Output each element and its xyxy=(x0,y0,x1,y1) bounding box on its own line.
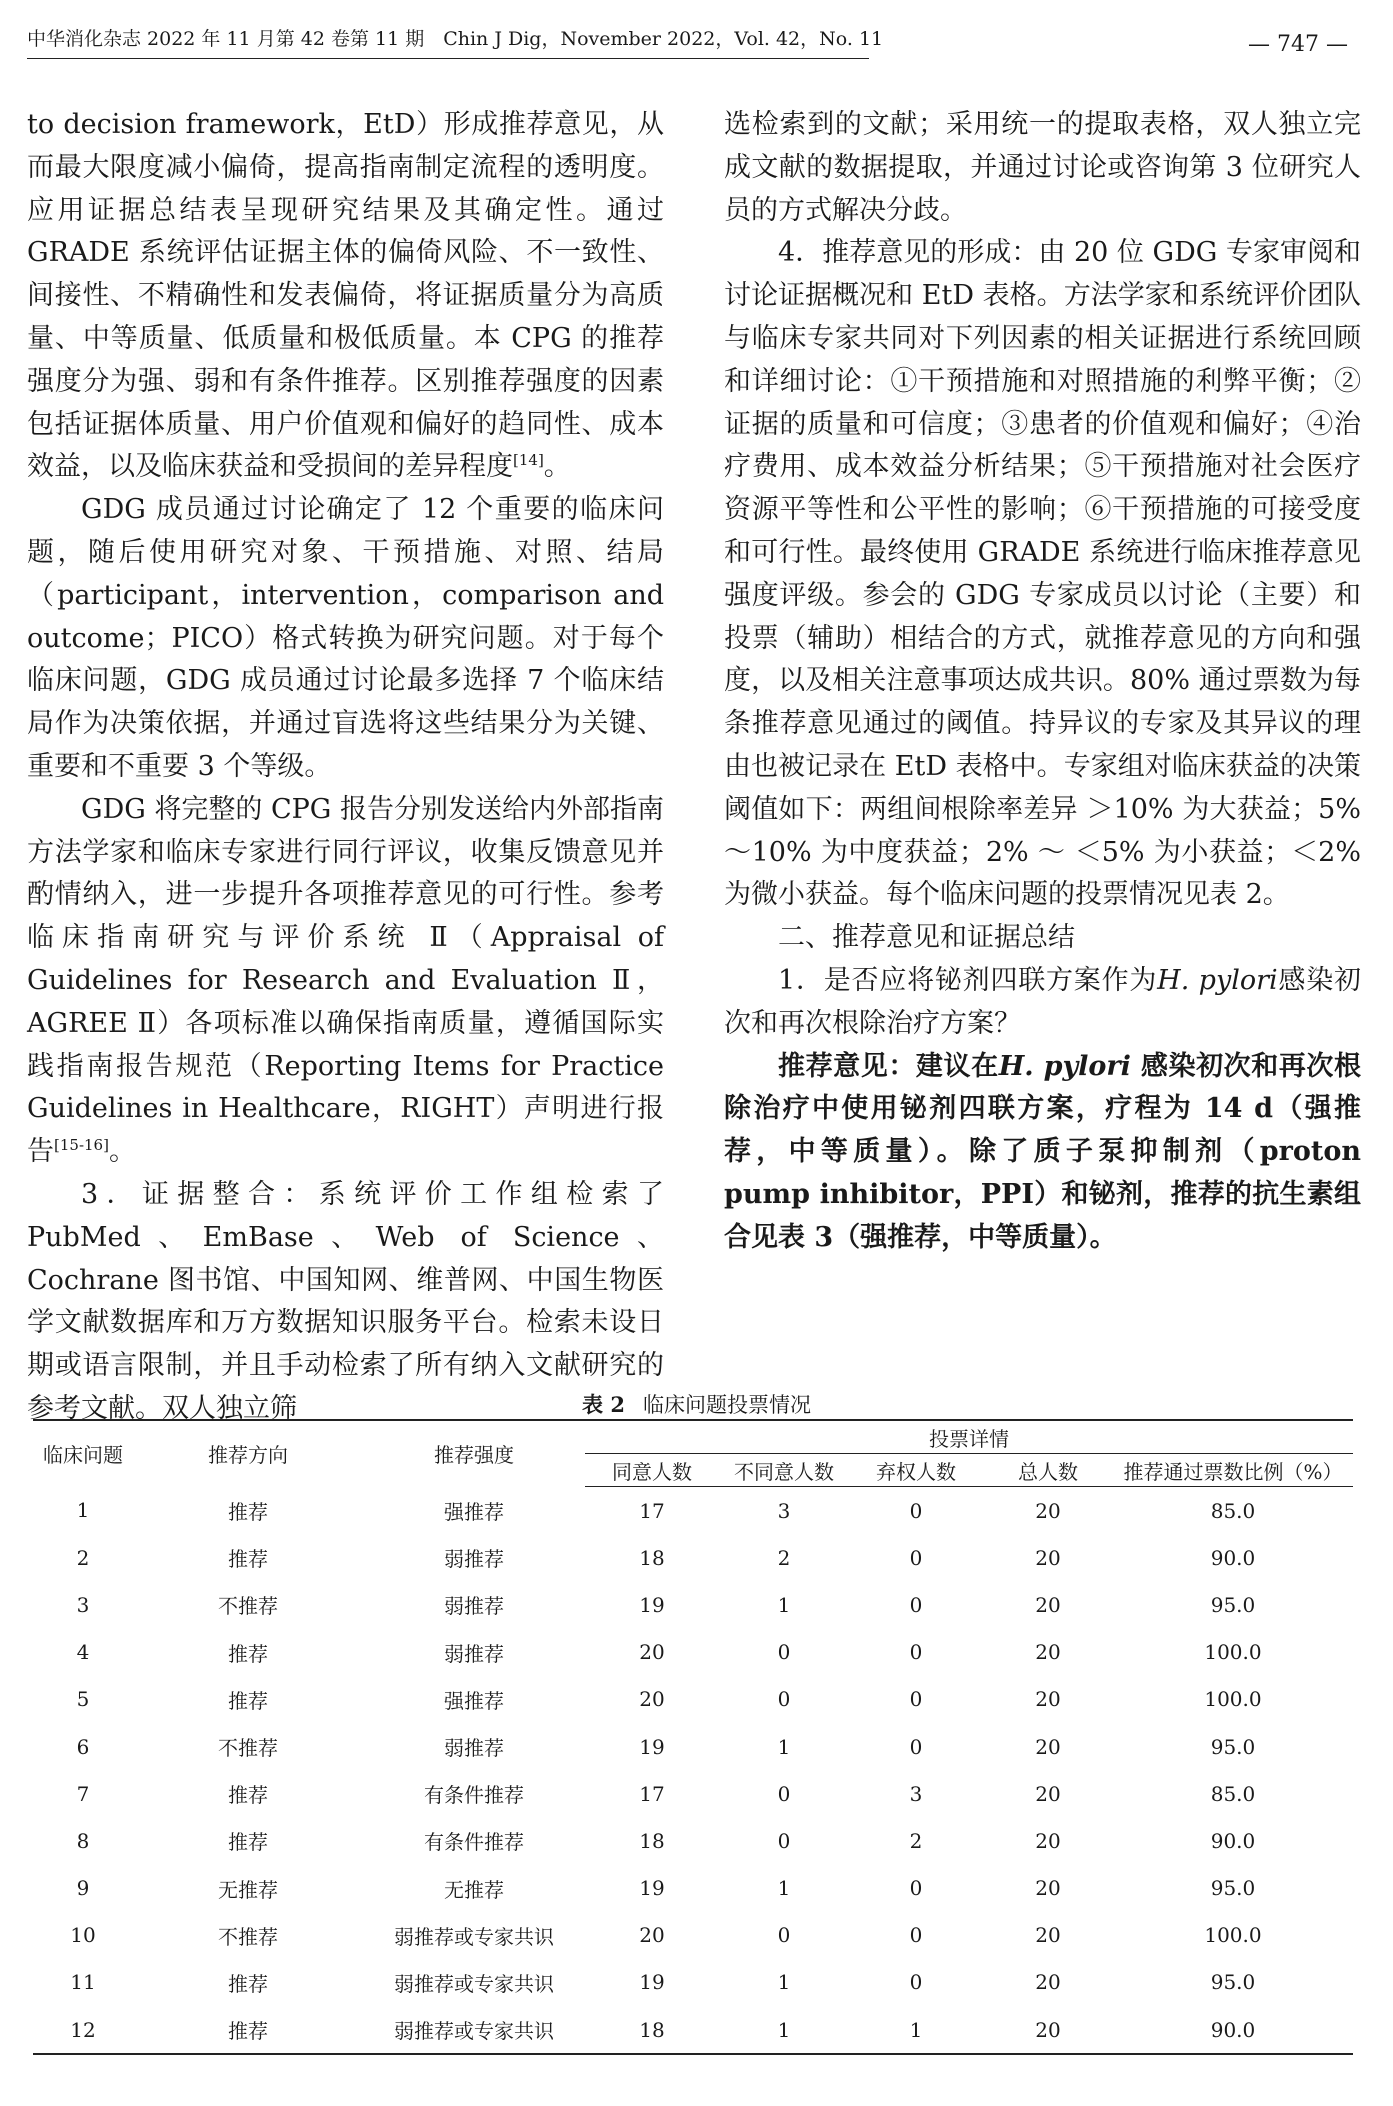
table-cell: 1 xyxy=(777,1970,791,1995)
table-row xyxy=(33,1865,1353,1912)
table-cell: 不推荐 xyxy=(218,1924,278,1949)
table-cell: 0 xyxy=(909,1545,923,1570)
citation-14[interactable]: [14] xyxy=(513,451,544,470)
table-cell: 有条件推荐 xyxy=(424,1783,524,1808)
table-cell: 0 xyxy=(909,1498,923,1523)
table-row xyxy=(33,1534,1353,1581)
table-cell: 20 xyxy=(1035,1781,1061,1806)
table-cell: 95.0 xyxy=(1210,1592,1256,1617)
table-cell: 19 xyxy=(639,1970,665,1995)
table-cell: 20 xyxy=(1035,1876,1061,1901)
table-cell: 20 xyxy=(639,1640,665,1665)
table-cell: 弱推荐或专家共识 xyxy=(363,2006,585,2054)
table-cell: 0 xyxy=(909,1970,923,1995)
table-cell: 95.0 xyxy=(1210,1734,1256,1759)
table-cell: 20 xyxy=(1035,1923,1061,1948)
table-cell: 20 xyxy=(639,1687,665,1712)
table-cell: 弱推荐 xyxy=(444,1641,504,1666)
table-cell: 1 xyxy=(777,1592,791,1617)
table-cell: 8 xyxy=(76,1828,90,1853)
paragraph-peer-review: GDG 将完整的 CPG 报告分别发送给内外部指南方法学家和临床专家进行同行评议，收集反馈意见并酌情纳入，进一步提升各项推荐意见的可行性。参考临床指南研究与评价系统 Ⅱ（Appraisal of Guidelines for Research and Evaluation Ⅱ，AGREE Ⅱ）各项标准以确保指南质量，遵循国际实践指南报告规范（Reporting Items for Practice Guidelines in Healthcare，RIGHT）声明进行报告[15-16]。 xyxy=(27,793,664,1168)
table-cell: 强推荐 xyxy=(444,1688,504,1713)
table-cell: 17 xyxy=(639,1781,665,1806)
table-cell: 20 xyxy=(1035,1592,1061,1617)
table-cell: 19 xyxy=(639,1734,665,1759)
table-cell: 0 xyxy=(777,1687,791,1712)
table-cell: 20 xyxy=(1035,1640,1061,1665)
table-cell: 100.0 xyxy=(1204,1923,1262,1948)
table-cell: 0 xyxy=(909,1687,923,1712)
table-cell: 2 xyxy=(76,1545,90,1570)
table-cell: 90.0 xyxy=(1210,1545,1256,1570)
table-cell: 1 xyxy=(777,1734,791,1759)
table-cell: 18 xyxy=(585,2006,719,2054)
table-cell: 推荐 xyxy=(133,2006,363,2054)
table-cell: 20 xyxy=(1035,1828,1061,1853)
table-cell: 0 xyxy=(777,1923,791,1948)
table-cell: 0 xyxy=(909,1640,923,1665)
table-cell: 5 xyxy=(76,1687,90,1712)
table-cell: 无推荐 xyxy=(444,1877,504,1902)
table-row xyxy=(33,1581,1353,1628)
table-cell: 0 xyxy=(777,1781,791,1806)
recommendation-1: 推荐意见：建议在H. pylori 感染初次和再次根除治疗中使用铋剂四联方案，疗程为 14 d（强推荐，中等质量）。除了质子泵抑制剂（proton pump inhibitor，PPI）和铋剂，推荐的抗生素组合见表 3（强推荐，中等质量）。 xyxy=(724,1050,1362,1253)
table-cell: 1 xyxy=(719,2006,849,2054)
table-cell: 弱推荐或专家共识 xyxy=(394,1971,554,1996)
paragraph-evidence-synthesis: 3．证据整合：系统评价工作组检索了 PubMed、EmBase、Web of Science、Cochrane 图书馆、中国知网、维普网、中国生物医学文献数据库和万方数据知识服务平台。检索未设日期或语言限制，并且手动检索了所有纳入文献研究的参考文献。双人独立筛 xyxy=(27,1178,664,1424)
table-caption: 表 2 临床问题投票情况 xyxy=(582,1392,811,1417)
table-cell: 6 xyxy=(76,1734,90,1759)
table-row xyxy=(33,1770,1353,1817)
table-cell: 90.0 xyxy=(1113,2006,1353,2054)
table-body xyxy=(33,1487,1353,2055)
table-row xyxy=(33,1912,1353,1959)
table-cell: 9 xyxy=(76,1876,90,1901)
table-cell: 0 xyxy=(909,1923,923,1948)
header-question: 临床问题 xyxy=(33,1420,133,1487)
table-cell: 12 xyxy=(33,2006,133,2054)
paragraph-recommendation-formation: 4．推荐意见的形成：由 20 位 GDG 专家审阅和讨论证据概况和 EtD 表格。方法学家和系统评价团队与临床专家共同对下列因素的相关证据进行系统回顾和详细讨论：①干预措施和对照措施的利弊平衡；②证据的质量和可信度；③患者的价值观和偏好；④治疗费用、成本效益分析结果；⑤干预措施对社会医疗资源平等性和公平性的影响；⑥干预措施的可接受度和可行性。最终使用 GRADE 系统进行临床推荐意见强度评级。参会的 GDG 专家成员以讨论（主要）和投票（辅助）相结合的方式，就推荐意见的方向和强度，以及相关注意事项达成共识。80% 通过票数为每条推荐意见通过的阈值。持异议的专家及其异议的理由也被记录在 EtD 表格中。专家组对临床获益的决策阈值如下：两组间根除率差异 ＞10% 为大获益；5% ～10% 为中度获益；2% ～ ＜5% 为小获益；＜2% 为微小获益。每个临床问题的投票情况见表 2。 xyxy=(724,237,1361,911)
header-vote-details: 投票详情 xyxy=(585,1420,1353,1454)
table-cell: 1 xyxy=(777,1876,791,1901)
table-cell: 0 xyxy=(909,1592,923,1617)
table-cell: 推荐 xyxy=(228,1830,268,1855)
table-cell: 0 xyxy=(777,1828,791,1853)
table-cell: 19 xyxy=(639,1592,665,1617)
page-number: — 747 — xyxy=(1248,32,1348,57)
table-cell: 推荐 xyxy=(228,1783,268,1808)
question-1: 1．是否应将铋剂四联方案作为H. pylori感染初次和再次根除治疗方案？ xyxy=(724,964,1361,1039)
table-cell: 20 xyxy=(1035,1687,1061,1712)
table-cell: 20 xyxy=(983,2006,1113,2054)
table-cell: 弱推荐 xyxy=(444,1547,504,1572)
header-disagree: 不同意人数 xyxy=(719,1454,849,1487)
table-cell: 3 xyxy=(76,1592,90,1617)
table-row xyxy=(33,1629,1353,1676)
running-head-text: 中华消化杂志 2022 年 11 月第 42 卷第 11 期 Chin J Dig，November 2022，Vol. 42，No. 11 xyxy=(27,28,884,50)
table-cell: 0 xyxy=(909,1876,923,1901)
table-cell: 20 xyxy=(1035,1970,1061,1995)
table-cell: 18 xyxy=(639,1545,665,1570)
table-cell: 3 xyxy=(777,1498,791,1523)
table-row xyxy=(33,1676,1353,1723)
table-cell: 推荐 xyxy=(228,1641,268,1666)
table-cell: 100.0 xyxy=(1204,1687,1262,1712)
table-cell: 90.0 xyxy=(1210,1828,1256,1853)
header-ratio: 推荐通过票数比例（%） xyxy=(1113,1454,1353,1487)
table-cell: 7 xyxy=(76,1781,90,1806)
table-cell: 不推荐 xyxy=(218,1736,278,1761)
header-abstain: 弃权人数 xyxy=(849,1454,983,1487)
table-row xyxy=(33,1487,1353,1535)
table-row xyxy=(33,1959,1353,2006)
table-cell: 20 xyxy=(639,1923,665,1948)
section-heading: 二、推荐意见和证据总结 xyxy=(778,922,1075,954)
table-cell: 推荐 xyxy=(228,1547,268,1572)
table-cell: 3 xyxy=(909,1781,923,1806)
table-cell: 1 xyxy=(849,2006,983,2054)
table-cell: 弱推荐 xyxy=(444,1736,504,1761)
table-cell: 0 xyxy=(909,1734,923,1759)
table-cell: 有条件推荐 xyxy=(424,1830,524,1855)
table-row xyxy=(33,2006,1353,2054)
table-cell: 1 xyxy=(76,1498,90,1523)
paragraph-data-extraction: 选检索到的文献；采用统一的提取表格，双人独立完成文献的数据提取，并通过讨论或咨询第 3 位研究人员的方式解决分歧。 xyxy=(724,109,1361,226)
table-cell: 0 xyxy=(777,1640,791,1665)
table-cell: 推荐 xyxy=(228,1499,268,1524)
table-cell: 不推荐 xyxy=(218,1594,278,1619)
table-cell: 85.0 xyxy=(1210,1781,1256,1806)
table-cell: 95.0 xyxy=(1210,1970,1256,1995)
table-cell: 推荐 xyxy=(228,1971,268,1996)
table-cell: 4 xyxy=(76,1640,90,1665)
header-total: 总人数 xyxy=(983,1454,1113,1487)
paragraph-etd-framework: to decision framework，EtD）形成推荐意见，从而最大限度减小偏倚，提高指南制定流程的透明度。应用证据总结表呈现研究结果及其确定性。通过 GRADE 系统评估证据主体的偏倚风险、不一致性、间接性、不精确性和发表偏倚，将证据质量分为高质量、中等质量、低质量和极低质量。本 CPG 的推荐强度分为强、弱和有条件推荐。区别推荐强度的因素包括证据体质量、用户价值观和偏好的趋同性、成本效益，以及临床获益和受损间的差异程度[14]。 xyxy=(27,109,664,483)
table-cell: 18 xyxy=(639,1828,665,1853)
left-column xyxy=(27,104,664,1431)
running-header xyxy=(27,24,884,59)
table-cell: 20 xyxy=(1035,1498,1061,1523)
paragraph-pico: GDG 成员通过讨论确定了 12 个重要的临床问题，随后使用研究对象、干预措施、对照、结局（participant，intervention，comparison and outcome；PICO）格式转换为研究问题。对于每个临床问题，GDG 成员通过讨论最多选择 7 个临床结局作为决策依据，并通过盲选将这些结果分为关键、重要和不重要 3 个等级。 xyxy=(27,494,664,782)
table-cell: 20 xyxy=(1035,1545,1061,1570)
table-cell: 95.0 xyxy=(1210,1876,1256,1901)
table-cell: 弱推荐 xyxy=(444,1594,504,1619)
table-cell: 无推荐 xyxy=(218,1877,278,1902)
table-cell: 20 xyxy=(1035,1734,1061,1759)
table-cell: 弱推荐或专家共识 xyxy=(394,1924,554,1949)
voting-table xyxy=(33,1419,1353,2055)
table-cell: 强推荐 xyxy=(444,1499,504,1524)
header-agree: 同意人数 xyxy=(585,1454,719,1487)
table-cell: 2 xyxy=(909,1828,923,1853)
header-strength: 推荐强度 xyxy=(363,1420,585,1487)
table-cell: 10 xyxy=(70,1923,96,1948)
header-direction: 推荐方向 xyxy=(133,1420,363,1487)
table-cell: 11 xyxy=(70,1970,96,1995)
table-cell: 19 xyxy=(639,1876,665,1901)
table-cell: 17 xyxy=(639,1498,665,1523)
citation-15-16[interactable]: [15-16] xyxy=(54,1136,109,1155)
table-cell: 2 xyxy=(777,1545,791,1570)
right-column xyxy=(724,104,1361,1260)
table-cell: 85.0 xyxy=(1210,1498,1256,1523)
table-cell: 推荐 xyxy=(228,1688,268,1713)
table-row xyxy=(33,1723,1353,1770)
table-row xyxy=(33,1817,1353,1864)
table-cell: 100.0 xyxy=(1204,1640,1262,1665)
